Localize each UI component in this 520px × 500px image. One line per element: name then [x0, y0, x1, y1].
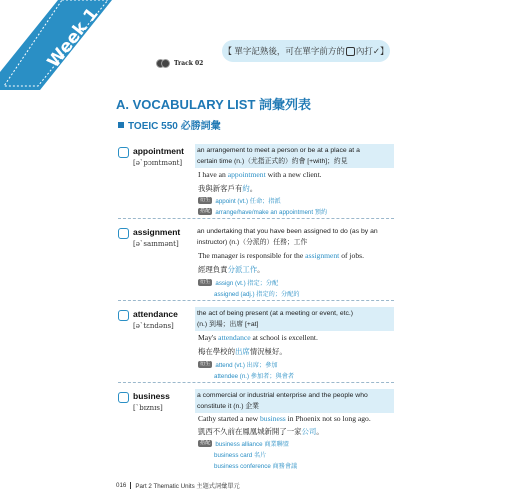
tip-box [222, 40, 390, 62]
definition-line: an undertaking that you have been assigned to do (as by an [197, 228, 378, 235]
vocab-word: appointment [133, 146, 184, 156]
vocab-definition [195, 389, 394, 413]
tip-text-before: 【 單字記熟後，可在單字前方的 [223, 46, 345, 56]
related-word: 搭配 business alliance 商業聯盟 [200, 440, 289, 448]
example-chinese: 我與新客戶有約。 [198, 184, 258, 193]
definition-line: constitute it (n.) 企業 [197, 403, 259, 410]
section-title: A. VOCABULARY LIST 詞彙列表 [116, 97, 312, 112]
vocab-phonetic: [əˋpɔɪntmənt] [133, 159, 183, 167]
related-word: 衍生 appoint (vt.) 任命；指派 [200, 197, 281, 205]
square-bullet-icon [118, 122, 124, 128]
week-ribbon [0, 0, 112, 90]
week-label: Week 1 [43, 4, 103, 72]
learned-checkbox[interactable] [118, 392, 129, 403]
learned-checkbox[interactable] [118, 228, 129, 239]
audio-track[interactable] [156, 59, 203, 68]
vocab-phonetic: [əˋsaɪnmənt] [133, 240, 179, 248]
vocab-definition [195, 144, 394, 168]
related-word: assigned (adj.) 指定的；分配的 [214, 291, 300, 298]
related-word: attendee (n.) 參加者；與會者 [214, 373, 295, 380]
entry-divider [118, 218, 394, 219]
learned-checkbox[interactable] [118, 310, 129, 321]
example-english: The manager is responsible for the assignment of jobs. [198, 251, 364, 260]
vocab-definition [195, 307, 394, 331]
vocab-word: business [133, 391, 170, 401]
definition-line: the act of being present (at a meeting or event, etc.) [197, 310, 354, 317]
definition-line: instructor) (n.)（分派的）任務；工作 [197, 239, 308, 246]
part-label: Part 2 Thematic Units 主題式詞彙單元 [135, 483, 240, 490]
page-number: 016 [116, 482, 127, 489]
example-english: May's attendance at school is excellent. [198, 333, 318, 342]
definition-line: an arrangement to meet a person or be at a place at a [197, 147, 360, 154]
related-word: business conference 商務會議 [214, 463, 298, 470]
vocab-word: attendance [133, 309, 178, 319]
example-english: I have an appointment with a new client. [198, 170, 322, 179]
related-word: 衍生 attend (vt.) 出席；參加 [200, 361, 278, 369]
vocab-definition [195, 225, 394, 249]
learned-checkbox[interactable] [118, 147, 129, 158]
footer-separator [130, 482, 131, 489]
example-chinese: 梅在學校的出席情況極好。 [198, 347, 287, 356]
definition-line: (n.) 到場；出席 [+at] [197, 321, 259, 328]
checkbox-sample-icon [346, 47, 355, 56]
entry-divider [118, 382, 394, 383]
vocab-phonetic: [ˋbɪznɪs] [133, 404, 163, 412]
track-label: Track 02 [174, 60, 204, 67]
tip-text-after: 內打✓】 [355, 46, 389, 56]
example-english: Cathy started a new business in Phoenix not so long ago. [198, 414, 371, 423]
section-subtitle [118, 117, 221, 132]
entry-divider [118, 300, 394, 301]
related-word: 衍生 assign (vt.) 指定；分配 [200, 279, 279, 287]
page-footer [116, 481, 240, 490]
related-word: business card 名片 [214, 452, 267, 459]
subtitle-text: TOEIC 550 必勝詞彙 [128, 121, 221, 132]
vocab-word: assignment [133, 227, 181, 237]
example-chinese: 凱西不久前在鳳凰城新開了一家公司。 [198, 427, 324, 436]
definition-line: certain time (n.)（尤指正式的）約會 [+with]；約見 [197, 158, 348, 165]
vocab-phonetic: [əˋtɛndəns] [133, 322, 174, 330]
related-word: 搭配 arrange/have/make an appointment 預約 [200, 208, 328, 216]
cd-icon [156, 59, 171, 68]
definition-line: a commercial or industrial enterprise and the people who [197, 392, 368, 399]
example-chinese: 經理負責分派工作。 [198, 265, 265, 274]
